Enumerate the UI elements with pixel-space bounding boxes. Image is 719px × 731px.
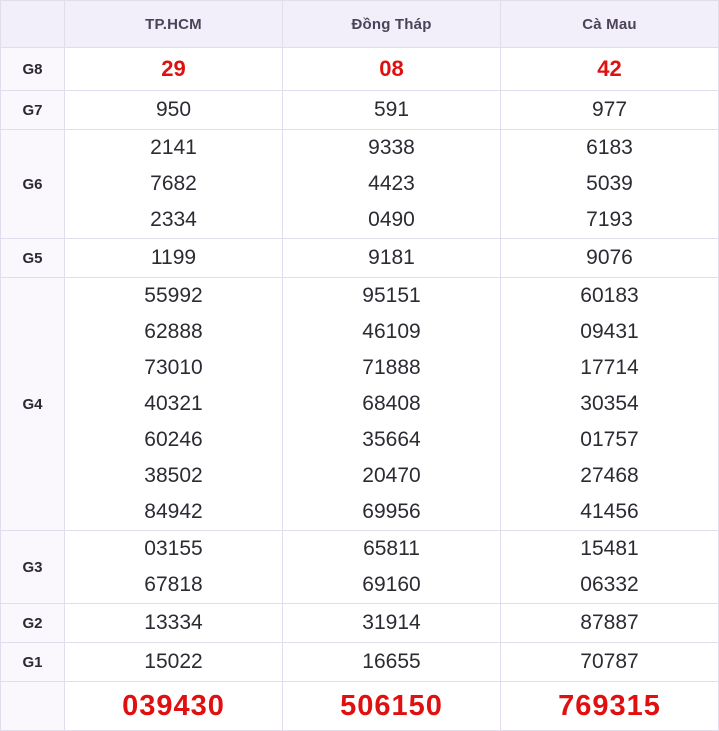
row-label-special: [1, 682, 65, 731]
number: 17714: [580, 356, 639, 379]
number: 42: [597, 56, 622, 81]
cell-g4-col1: [65, 278, 283, 531]
number: 9181: [368, 246, 415, 269]
cell-g2-col1: [65, 604, 283, 643]
number: 41456: [580, 500, 639, 523]
number: 65811: [363, 537, 420, 560]
row-label-g2: G2: [1, 604, 65, 643]
number: 06332: [580, 573, 639, 596]
number: 16655: [362, 650, 421, 673]
number: 7193: [586, 208, 633, 231]
table-row: [1, 278, 719, 531]
cell-g6-col3: [501, 130, 719, 239]
table-row: [1, 682, 719, 731]
number: 69160: [362, 573, 421, 596]
number: 769315: [558, 690, 661, 722]
number: 60183: [580, 284, 639, 307]
cell-g7-col2: [283, 91, 501, 130]
number: 13334: [144, 611, 203, 634]
cell-g3-col3: [501, 531, 719, 604]
number: 15022: [144, 650, 203, 673]
number: 67818: [144, 573, 203, 596]
number: 7682: [150, 172, 197, 195]
cell-g5-col2: [283, 239, 501, 278]
table-header: [1, 1, 719, 48]
number: 9338: [368, 136, 415, 159]
number: 2334: [150, 208, 197, 231]
number: 30354: [580, 392, 639, 415]
number: 0490: [368, 208, 415, 231]
table-row: [1, 531, 719, 604]
number: 35664: [362, 428, 421, 451]
number: 506150: [340, 690, 443, 722]
cell-g8-col1: [65, 48, 283, 91]
cell-g8-col3: [501, 48, 719, 91]
number: 1199: [150, 246, 197, 269]
cell-g1-col2: [283, 643, 501, 682]
row-label-g7: G7: [1, 91, 65, 130]
cell-g6-col2: [283, 130, 501, 239]
table-row: [1, 643, 719, 682]
number: 55992: [144, 284, 203, 307]
number: 4423: [368, 172, 415, 195]
number: 6183: [586, 136, 633, 159]
number: 87887: [580, 611, 639, 634]
number: 591: [373, 98, 410, 121]
number: 73010: [144, 356, 203, 379]
number: 5039: [586, 172, 633, 195]
row-label-g6: G6: [1, 130, 65, 239]
number: 38502: [144, 464, 203, 487]
header-province-2: Đồng Tháp: [283, 1, 501, 48]
number: 977: [591, 98, 628, 121]
number: 15481: [580, 537, 639, 560]
cell-g2-col2: [283, 604, 501, 643]
cell-g7-col1: [65, 91, 283, 130]
cell-g3-col1: [65, 531, 283, 604]
number: 9076: [586, 246, 633, 269]
cell-g4-col2: [283, 278, 501, 531]
number: 70787: [580, 650, 639, 673]
cell-special-col1: [65, 682, 283, 731]
cell-g6-col1: [65, 130, 283, 239]
number: 950: [155, 98, 192, 121]
number: 27468: [580, 464, 639, 487]
row-label-g3: G3: [1, 531, 65, 604]
cell-g1-col3: [501, 643, 719, 682]
number: 84942: [144, 500, 203, 523]
row-label-g8: G8: [1, 48, 65, 91]
number: 039430: [122, 690, 225, 722]
number: 20470: [362, 464, 421, 487]
row-label-g4: G4: [1, 278, 65, 531]
cell-g4-col3: [501, 278, 719, 531]
table-body: [1, 48, 719, 731]
cell-special-col3: [501, 682, 719, 731]
header-province-3: Cà Mau: [501, 1, 719, 48]
number: 60246: [144, 428, 203, 451]
cell-g3-col2: [283, 531, 501, 604]
header-corner: [1, 1, 65, 48]
cell-g7-col3: [501, 91, 719, 130]
number: 46109: [362, 320, 421, 343]
cell-g2-col3: [501, 604, 719, 643]
cell-g1-col1: [65, 643, 283, 682]
number: 69956: [362, 500, 421, 523]
number: 03155: [144, 537, 203, 560]
number: 31914: [362, 611, 421, 634]
row-label-g1: G1: [1, 643, 65, 682]
cell-special-col2: [283, 682, 501, 731]
table-row: [1, 604, 719, 643]
header-province-1: TP.HCM: [65, 1, 283, 48]
cell-g5-col3: [501, 239, 719, 278]
number: 09431: [580, 320, 639, 343]
number: 71888: [362, 356, 421, 379]
row-label-g5: G5: [1, 239, 65, 278]
cell-g5-col1: [65, 239, 283, 278]
table-row: [1, 239, 719, 278]
number: 08: [379, 56, 404, 81]
number: 2141: [150, 136, 197, 159]
number: 95151: [362, 284, 421, 307]
table-row: [1, 91, 719, 130]
number: 29: [161, 56, 186, 81]
number: 62888: [144, 320, 203, 343]
table-row: [1, 130, 719, 239]
number: 68408: [362, 392, 421, 415]
number: 40321: [144, 392, 203, 415]
number: 01757: [580, 428, 639, 451]
table-row: [1, 48, 719, 91]
header-row: [1, 1, 719, 48]
cell-g8-col2: [283, 48, 501, 91]
